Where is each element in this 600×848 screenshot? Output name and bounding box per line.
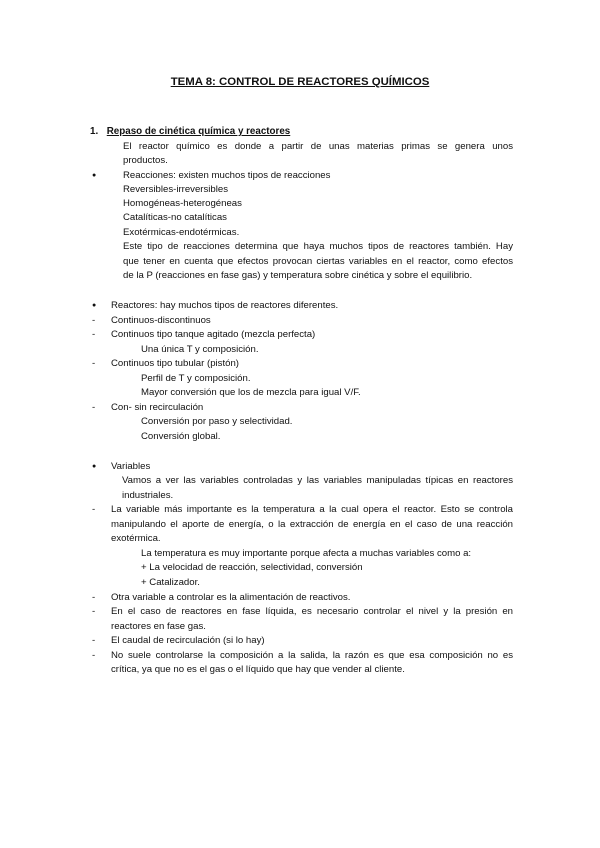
reactor-subitem: Conversión global. [141, 431, 221, 442]
reactor-subitem: Mayor conversión que los de mezcla para igual V/F. [141, 387, 361, 398]
recirculation-line: El caudal de recirculación (si lo hay) [111, 635, 265, 646]
dash-marker: - [92, 592, 96, 603]
temperature-effect: + Catalizador. [141, 577, 200, 588]
reaction-type: Exotérmicas-endotérmicas. [123, 227, 240, 238]
intro-line: El reactor químico es donde a partir de unas materias primas se genera unos [123, 141, 513, 152]
section-number: 1. [90, 126, 99, 137]
temperature-note: La temperatura es muy importante porque afecta a muchas variables como a: [141, 548, 472, 559]
reactor-item: Continuos tipo tubular (pistón) [111, 358, 239, 369]
reaction-type: Reversibles-irreversibles [123, 184, 229, 195]
reactor-item: Continuos-discontinuos [111, 315, 211, 326]
temperature-line: La variable más importante es la temperatura a la cual opera el reactor. Esto se controla [111, 504, 513, 515]
reactor-subitem: Conversión por paso y selectividad. [141, 416, 293, 427]
reactor-item: Con- sin recirculación [111, 402, 204, 413]
dash-marker: - [92, 650, 96, 661]
reaction-type: Catalíticas-no catalíticas [123, 212, 227, 223]
bullet-marker: ● [92, 172, 97, 179]
dash-marker: - [92, 329, 96, 340]
section-heading-text: Repaso de cinética química y reactores [106, 126, 291, 137]
variables-intro-line: Vamos a ver las variables controladas y las variables manipuladas típicas en reactores [122, 475, 513, 486]
reactor-subitem: Una única T y composición. [141, 344, 259, 355]
dash-marker: - [92, 358, 96, 369]
temperature-line: exotérmica. [111, 533, 161, 544]
dash-marker: - [92, 504, 96, 515]
bullet-marker: ● [92, 302, 97, 309]
variables-intro-line: industriales. [122, 490, 174, 501]
composition-line: crítica, ya que no es el gas o el líquido que hay que vender al cliente. [111, 664, 405, 675]
reactor-item: Continuos tipo tanque agitado (mezcla perfecta) [111, 329, 316, 340]
reacciones-paragraph-line: que tener en cuenta que efectos provocan ciertas variables en el reactor, como efectos [123, 256, 513, 267]
variables-label: Variables [111, 461, 151, 472]
dash-marker: - [92, 315, 96, 326]
dash-marker: - [92, 635, 96, 646]
reacciones-paragraph-line: de la P (reacciones en fase gas) y temperatura sobre cinética y sobre el equilibrio. [123, 270, 473, 281]
temperature-effect: + La velocidad de reacción, selectividad, conversión [141, 562, 363, 573]
liquid-phase-line: reactores en fase gas. [111, 621, 206, 632]
reactor-subitem: Perfil de T y composición. [141, 373, 251, 384]
feed-line: Otra variable a controlar es la alimentación de reactivos. [111, 592, 351, 603]
reacciones-paragraph-line: Este tipo de reacciones determina que haya muchos tipos de reactores también. Hay [123, 241, 513, 252]
temperature-line: manipulando el aporte de energía, o la extracción de energía en el caso de una reacción [111, 519, 513, 530]
reactores-label: Reactores: hay muchos tipos de reactores diferentes. [111, 300, 339, 311]
liquid-phase-line: En el caso de reactores en fase líquida, es necesario controlar el nivel y la presión en [111, 606, 513, 617]
bullet-marker: ● [92, 463, 97, 470]
section-heading [90, 126, 290, 137]
dash-marker: - [92, 402, 96, 413]
reaction-type: Homogéneas-heterogéneas [123, 198, 242, 209]
composition-line: No suele controlarse la composición a la salida, la razón es que esa composición no es [111, 650, 513, 661]
dash-marker: - [92, 606, 96, 617]
document-title: TEMA 8: CONTROL DE REACTORES QUÍMICOS [170, 76, 430, 88]
reacciones-label: Reacciones: existen muchos tipos de reacciones [123, 170, 331, 181]
intro-line: productos. [123, 155, 168, 166]
